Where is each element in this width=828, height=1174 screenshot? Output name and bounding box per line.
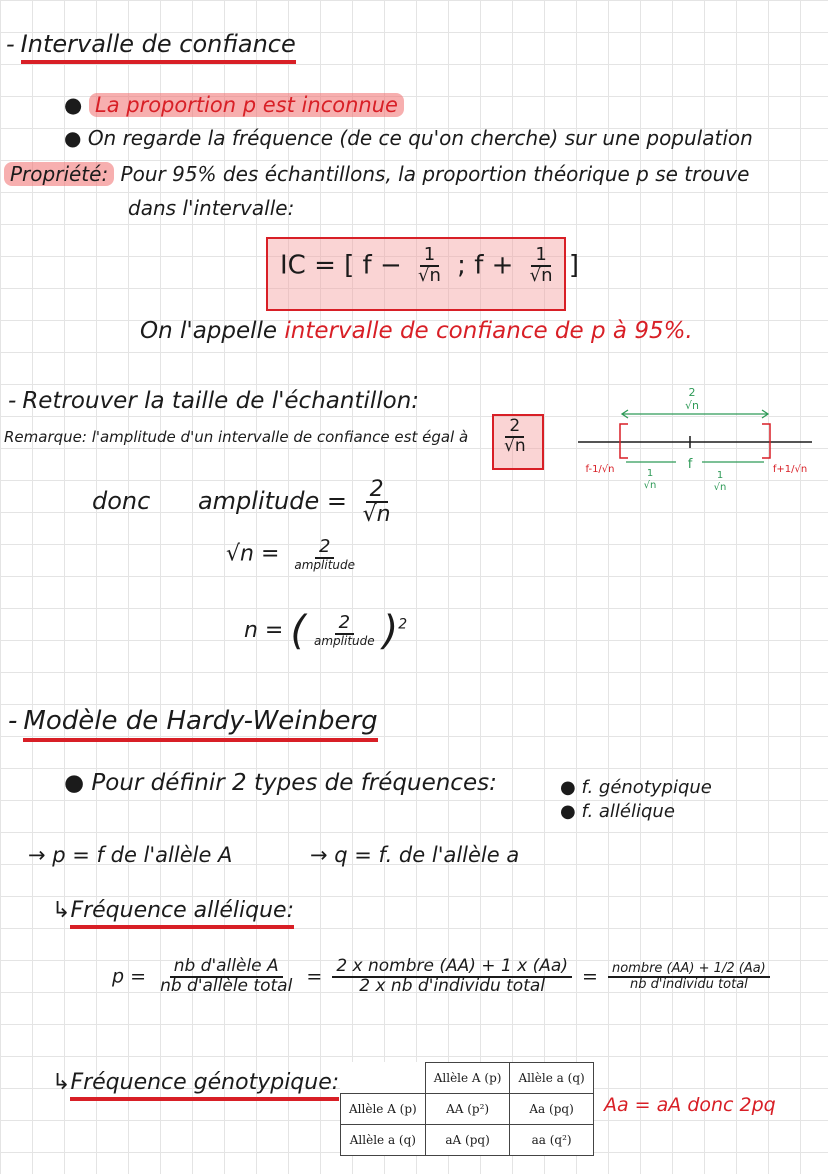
p-definition: → p = f de l'allèle A xyxy=(28,843,233,867)
genotype-table xyxy=(340,1062,594,1156)
q-definition: → q = f. de l'allèle a xyxy=(310,843,520,867)
amplitude-fraction: $\frac{2}{√n}$ xyxy=(504,416,526,456)
bullet-types-frequences: ● Pour définir 2 types de fréquences: xyxy=(64,770,497,796)
ic-definition: On l'appelle intervalle de confiance de p à 95%. xyxy=(140,318,693,344)
diagram-right-label: f+1/√n xyxy=(772,464,808,475)
row-header: Allèle A (p) xyxy=(341,1094,426,1125)
ic-formula: IC = [ f − $\frac{1}{√n}$ ; f + $\frac{1}{√n}$ ] xyxy=(280,244,579,286)
diagram-left-half-den: √n xyxy=(643,480,657,490)
type-allelique: ● f. allélique xyxy=(560,801,675,822)
propriete-line-2: dans l'intervalle: xyxy=(128,196,295,220)
type-genotypique: ● f. génotypique xyxy=(560,777,712,798)
diagram-right-half-num: 1 xyxy=(716,470,724,481)
table-header-row xyxy=(341,1063,594,1094)
section-title-intervalle: - Intervalle de confiance xyxy=(6,30,296,58)
row-header: Allèle a (q) xyxy=(341,1125,426,1156)
table-cell: AA (p²) xyxy=(425,1094,510,1125)
interval-diagram xyxy=(576,380,816,490)
allelic-formula: p = $\frac{\text{nb d'allèle A}}{\text{nb d'allèle total}}$ = $\frac{\text{2 x nombre (AA) + 1 x (Aa)}}{\text{2 x nb d'individu total}}$ = $\frac{\text{nombre (AA) + 1/2 (Aa)}}{\text{nb d'individu total}}$ xyxy=(112,958,774,996)
frequence-allelique-title: ↳Fréquence allélique: xyxy=(52,898,294,923)
propriete-line-1: Propriété: Pour 95% des échantillons, la proportion théorique p se trouve xyxy=(4,162,749,186)
bullet-proportion: ● La proportion p est inconnue xyxy=(64,93,404,117)
section-title-taille: - Retrouver la taille de l'échantillon: xyxy=(8,388,420,414)
n-equation: n = ( $\frac{2}{\text{amplitude}}$ )$^2$ xyxy=(244,608,408,654)
diagram-top-den: √n xyxy=(685,399,699,412)
table-cell: aa (q²) xyxy=(510,1125,593,1156)
sqrt-n-equation: √n = $\frac{2}{\text{amplitude}}$ xyxy=(226,536,356,572)
bullet-frequence: ● On regarde la fréquence (de ce qu'on cherche) sur une population xyxy=(64,126,753,150)
frequence-genotypique-title: ↳Fréquence génotypique: xyxy=(52,1070,339,1095)
donc-amplitude: donc amplitude = $\frac{2}{√n}$ xyxy=(92,477,391,528)
col-header: Allèle a (q) xyxy=(510,1063,593,1094)
genotype-note: Aa = aA donc 2pq xyxy=(604,1094,776,1116)
table-row xyxy=(341,1125,594,1156)
fraction-1-sqrtn-2: $\frac{1}{√n}$ xyxy=(529,244,553,286)
col-header: Allèle A (p) xyxy=(425,1063,510,1094)
diagram-right-half-den: √n xyxy=(713,482,727,490)
remarque: Remarque: l'amplitude d'un intervalle de confiance est égal à xyxy=(4,428,469,446)
diagram-left-bracket xyxy=(620,424,628,458)
diagram-left-label: f-1/√n xyxy=(585,464,615,475)
section-title-hardy-weinberg: - Modèle de Hardy-Weinberg xyxy=(8,706,378,736)
diagram-right-bracket xyxy=(762,424,770,458)
diagram-top-num: 2 xyxy=(688,386,696,399)
table-cell: aA (pq) xyxy=(425,1125,510,1156)
table-row xyxy=(341,1094,594,1125)
diagram-left-half-num: 1 xyxy=(646,468,654,479)
diagram-center-label: f xyxy=(687,457,693,472)
table-cell: Aa (pq) xyxy=(510,1094,593,1125)
frequency-types-list xyxy=(560,776,712,824)
fraction-1-sqrtn: $\frac{1}{√n}$ xyxy=(418,244,441,286)
